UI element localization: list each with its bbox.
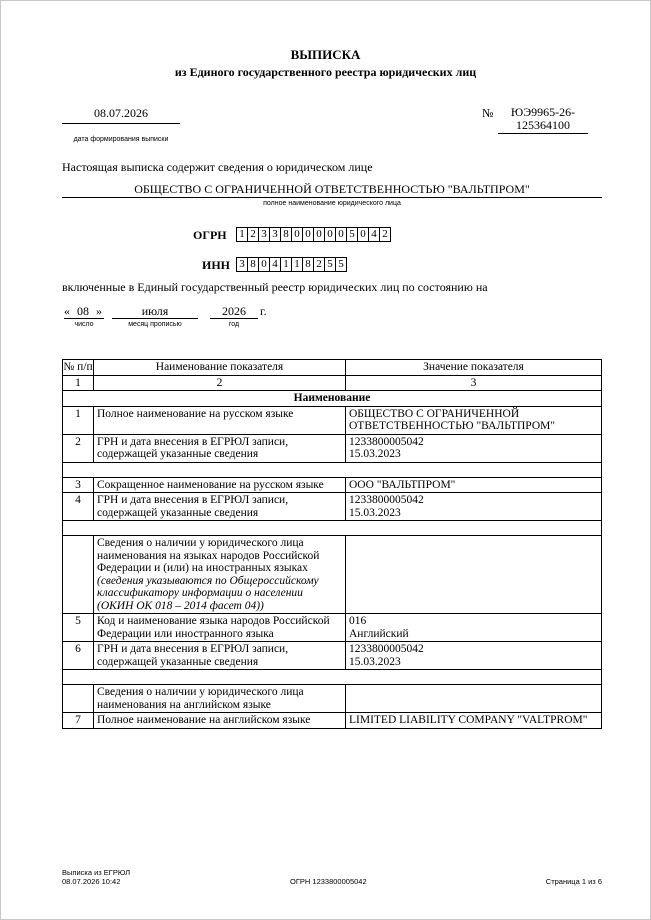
extract-number-line (498, 133, 588, 134)
colnum-1: 1 (63, 375, 94, 391)
company-name-caption: полное наименование юридического лица (263, 200, 401, 207)
inn-digit-box: 5 (324, 257, 336, 272)
row-indicator: Сокращенное наименование на русском языке (94, 477, 346, 493)
table-row (63, 713, 602, 729)
quote-open: « (64, 304, 70, 318)
ogrn-digit-box: 4 (368, 227, 380, 242)
ogrn-digit-box: 2 (247, 227, 259, 242)
quote-close: » (96, 304, 102, 318)
day-caption: число (74, 321, 94, 328)
row-indicator: Сведения о наличии у юридического лица наименования на английском языке (94, 685, 346, 713)
ogrn-digit-box: 0 (302, 227, 314, 242)
row-value-grn: 1233800005042 (349, 435, 424, 448)
inn-digit-box: 8 (247, 257, 259, 272)
row-value-date: 15.03.2023 (349, 448, 401, 460)
header-indicator: Наименование показателя (94, 360, 346, 376)
colnum-3: 3 (346, 375, 602, 391)
spacer-row (63, 521, 602, 536)
row-indicator: ГРН и дата внесения в ЕГРЮЛ записи, содержащей указанные сведения (94, 642, 346, 670)
row-value (346, 493, 602, 521)
footer-ogrn: ОГРН 1233800005042 (290, 877, 367, 886)
row-value-grn: 1233800005042 (349, 494, 424, 506)
row-indicator: Полное наименование на русском языке (94, 406, 346, 434)
year-line (210, 318, 258, 319)
inn-digit-box: 1 (280, 257, 292, 272)
row-indicator: Полное наименование на английском языке (94, 713, 346, 729)
section-title: Наименование (63, 391, 602, 407)
intro-text: Настоящая выписка содержит сведения о юридическом лице (62, 160, 373, 174)
footer-left (62, 868, 130, 886)
document-title: ВЫПИСКА (290, 47, 361, 62)
extract-number-line2: 125364100 (516, 118, 570, 132)
row-indicator: Код и наименование языка народов Российской Федерации или иностранного языка (94, 614, 346, 642)
state-day: 08 (77, 304, 89, 318)
table-colnum-row (63, 375, 602, 391)
document-subtitle: из Единого государственного реестра юридических лиц (174, 65, 477, 79)
table-row (63, 536, 602, 614)
issue-date: 08.07.2026 (94, 106, 148, 120)
state-month: июля (141, 304, 169, 318)
table-row (63, 685, 602, 713)
ogrn-digit-box: 2 (379, 227, 391, 242)
table-row (63, 493, 602, 521)
inn-label: ИНН (202, 258, 231, 272)
year-suffix: г. (260, 304, 267, 318)
row-indicator-note: (сведения указываются по Общероссийскому классификатору информации о населении (ОКИН ОК 018 – 2014 фасет 04)) (97, 574, 319, 612)
company-name-line (62, 197, 602, 198)
inn-digit-box: 5 (335, 257, 347, 272)
ogrn-digit-box: 0 (324, 227, 336, 242)
number-sign: № (482, 106, 494, 120)
row-indicator (94, 536, 346, 614)
spacer-row (63, 670, 602, 685)
row-value: ОБЩЕСТВО С ОГРАНИЧЕННОЙ ОТВЕТСТВЕННОСТЬЮ "ВАЛЬТПРОМ" (346, 406, 602, 434)
row-value (346, 642, 602, 670)
row-value-date: 15.03.2023 (349, 506, 401, 519)
table-row (63, 642, 602, 670)
footer-page-number: Страница 1 из 6 (545, 877, 602, 886)
row-value (346, 614, 602, 642)
row-value (346, 434, 602, 462)
records-table (62, 359, 602, 729)
table-header-row (63, 360, 602, 376)
extract-number-line1: ЮЭ9965-26- (510, 105, 576, 119)
ogrn-digit-box: 3 (269, 227, 281, 242)
row-indicator-text: Сведения о наличии у юридического лица наименования на языках народов Российской Федерации и (или) на иностранных языках (97, 537, 320, 574)
inn-digit-box: 0 (258, 257, 270, 272)
inn-digit-box: 1 (291, 257, 303, 272)
issue-date-caption: дата формирования выписки (73, 136, 169, 143)
table-row (63, 406, 602, 434)
state-text: включенные в Единый государственный реестр юридических лиц по состоянию на (62, 280, 488, 294)
ogrn-digit-box: 3 (258, 227, 270, 242)
ogrn-digit-box: 0 (335, 227, 347, 242)
section-row (63, 391, 602, 407)
colnum-2: 2 (94, 375, 346, 391)
row-num: 6 (63, 642, 94, 670)
company-full-name: ОБЩЕСТВО С ОГРАНИЧЕННОЙ ОТВЕТСТВЕННОСТЬЮ "ВАЛЬТПРОМ" (134, 182, 530, 196)
inn-digit-box: 3 (236, 257, 248, 272)
row-value (346, 536, 602, 614)
extract-number (498, 106, 588, 132)
row-num (63, 685, 94, 713)
row-num: 1 (63, 406, 94, 434)
row-value-grn: 1233800005042 (349, 643, 424, 655)
row-num: 2 (63, 434, 94, 462)
inn-digit-boxes (236, 257, 347, 272)
issue-date-line (62, 123, 180, 124)
day-line (64, 318, 104, 319)
footer-doc-name: Выписка из ЕГРЮЛ (62, 868, 131, 877)
header-value: Значение показателя (346, 360, 602, 376)
spacer-row (63, 462, 602, 477)
inn-digit-box: 8 (302, 257, 314, 272)
row-num: 7 (63, 713, 94, 729)
month-caption: месяц прописью (128, 321, 182, 328)
ogrn-digit-box: 5 (346, 227, 358, 242)
table-row (63, 477, 602, 493)
ogrn-digit-box: 0 (313, 227, 325, 242)
state-year: 2026 (222, 304, 246, 318)
footer-timestamp: 08.07.2026 10:42 (62, 877, 121, 886)
row-num (63, 536, 94, 614)
row-indicator: ГРН и дата внесения в ЕГРЮЛ записи, содержащей указанные сведения (94, 493, 346, 521)
row-num: 5 (63, 614, 94, 642)
ogrn-digit-box: 1 (236, 227, 248, 242)
month-line (112, 318, 198, 319)
ogrn-digit-box: 8 (280, 227, 292, 242)
table-row (63, 614, 602, 642)
ogrn-label: ОГРН (193, 228, 227, 242)
inn-digit-box: 4 (269, 257, 281, 272)
row-num: 3 (63, 477, 94, 493)
row-indicator: ГРН и дата внесения в ЕГРЮЛ записи, содержащей указанные сведения (94, 434, 346, 462)
table-row (63, 434, 602, 462)
row-value: ООО "ВАЛЬТПРОМ" (346, 477, 602, 493)
row-value-date: 15.03.2023 (349, 655, 401, 668)
header-num: № п/п (63, 361, 93, 373)
ogrn-digit-box: 0 (357, 227, 369, 242)
row-value-code: 016 (349, 615, 367, 627)
ogrn-digit-boxes (236, 227, 391, 242)
row-num: 4 (63, 493, 94, 521)
row-value: LIMITED LIABILITY COMPANY "VALTPROM" (346, 713, 602, 729)
year-caption: год (228, 321, 240, 328)
ogrn-digit-box: 0 (291, 227, 303, 242)
row-value-language: Английский (349, 627, 409, 640)
inn-digit-box: 2 (313, 257, 325, 272)
row-value (346, 685, 602, 713)
